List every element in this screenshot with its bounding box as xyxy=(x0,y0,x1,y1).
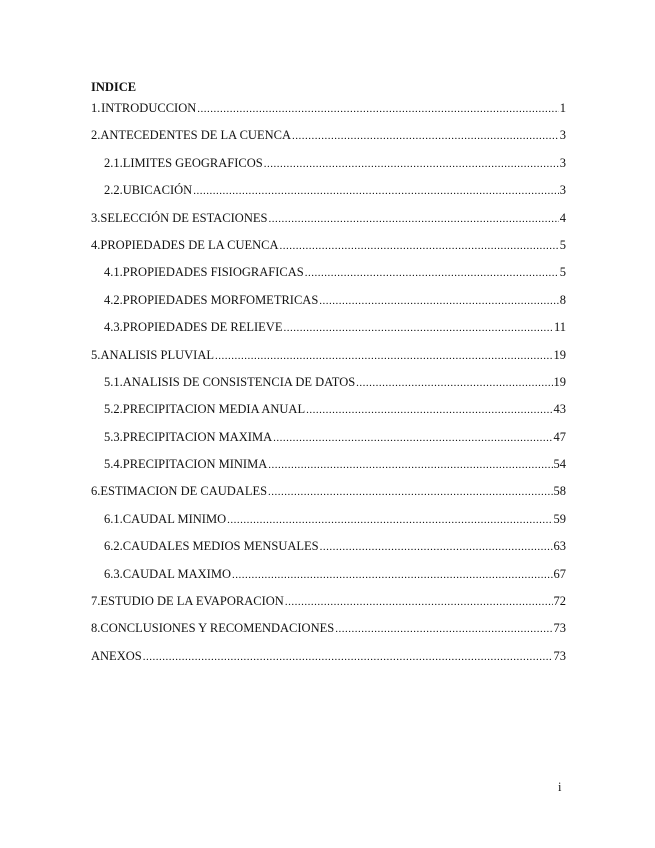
toc-entry[interactable] xyxy=(91,484,566,511)
table-of-contents xyxy=(91,101,566,676)
toc-entry-page: 4 xyxy=(559,210,566,225)
toc-entry-number: 6.3. xyxy=(104,566,123,581)
toc-entry[interactable] xyxy=(91,402,566,429)
toc-entry-page: 73 xyxy=(553,648,566,663)
toc-dot-leader xyxy=(232,569,553,581)
toc-dot-leader xyxy=(335,623,552,635)
toc-entry[interactable] xyxy=(91,375,566,402)
toc-dot-leader xyxy=(227,514,552,526)
toc-entry-number: 5.1. xyxy=(104,374,123,389)
toc-entry-page: 47 xyxy=(553,429,566,444)
toc-entry-label: CAUDALES MEDIOS MENSUALES xyxy=(122,539,319,554)
toc-entry-page: 3 xyxy=(559,183,566,198)
toc-dot-leader xyxy=(273,432,552,444)
toc-entry-number: 6.2. xyxy=(104,539,123,554)
toc-dot-leader xyxy=(356,377,552,389)
toc-entry-label: ESTIMACION DE CAUDALES xyxy=(100,484,268,499)
toc-entry[interactable] xyxy=(91,457,566,484)
toc-entry-page: 5 xyxy=(559,265,566,280)
toc-entry-label: PRECIPITACION MINIMA xyxy=(122,457,268,472)
toc-entry-page: 11 xyxy=(553,320,566,335)
toc-entry[interactable] xyxy=(91,101,566,128)
toc-entry[interactable] xyxy=(91,211,566,238)
toc-entry-number: 2.2. xyxy=(104,183,123,198)
toc-entry-number: 2. xyxy=(91,128,101,143)
toc-entry-number: 4.2. xyxy=(104,292,123,307)
toc-entry-label: ANEXOS xyxy=(91,648,142,663)
toc-entry[interactable] xyxy=(91,594,566,621)
toc-entry-number: 5. xyxy=(91,347,101,362)
toc-entry-number: 7. xyxy=(91,594,101,609)
toc-entry-label: UBICACIÓN xyxy=(122,183,193,198)
toc-entry-page: 3 xyxy=(559,128,566,143)
toc-entry-number: 1. xyxy=(91,101,101,115)
toc-dot-leader xyxy=(193,185,559,197)
toc-entry-number: 5.3. xyxy=(104,429,123,444)
toc-entry-page: 5 xyxy=(559,237,566,252)
toc-entry[interactable] xyxy=(91,320,566,347)
toc-dot-leader xyxy=(280,240,559,252)
toc-entry-number: 2.1. xyxy=(104,155,123,170)
toc-entry[interactable] xyxy=(91,128,566,155)
toc-entry-page: 19 xyxy=(553,347,566,362)
toc-dot-leader xyxy=(320,541,553,553)
toc-entry-page: 72 xyxy=(553,594,566,609)
toc-dot-leader xyxy=(197,103,559,115)
toc-entry-page: 8 xyxy=(559,292,566,307)
toc-entry-label: ANTECEDENTES DE LA CUENCA xyxy=(100,128,291,143)
toc-entry-page: 3 xyxy=(559,155,566,170)
index-title: INDICE xyxy=(91,80,137,94)
toc-dot-leader xyxy=(143,651,553,663)
toc-entry-number: 4.1. xyxy=(104,265,123,280)
toc-dot-leader xyxy=(264,158,559,170)
toc-entry-label: PROPIEDADES MORFOMETRICAS xyxy=(122,292,319,307)
toc-entry[interactable] xyxy=(91,238,566,265)
toc-entry[interactable] xyxy=(91,265,566,292)
page-number-footer: i xyxy=(558,780,562,794)
toc-entry-label: PRECIPITACION MAXIMA xyxy=(122,429,273,444)
toc-entry-number: 8. xyxy=(91,621,101,636)
toc-entry[interactable] xyxy=(91,430,566,457)
toc-entry-page: 54 xyxy=(553,457,566,472)
toc-entry-label: LIMITES GEOGRAFICOS xyxy=(122,155,263,170)
toc-entry[interactable] xyxy=(91,156,566,183)
toc-entry[interactable] xyxy=(91,621,566,648)
toc-entry[interactable] xyxy=(91,567,566,594)
toc-entry[interactable] xyxy=(91,649,566,676)
toc-entry-label: ANALISIS DE CONSISTENCIA DE DATOS xyxy=(122,374,356,389)
toc-entry-label: CAUDAL MINIMO xyxy=(122,511,227,526)
toc-dot-leader xyxy=(215,350,553,362)
toc-entry-number: 3. xyxy=(91,210,101,225)
toc-entry-label: PROPIEDADES FISIOGRAFICAS xyxy=(122,265,304,280)
toc-entry-number: 6.1. xyxy=(104,511,123,526)
toc-entry[interactable] xyxy=(91,183,566,210)
toc-entry-page: 58 xyxy=(553,484,566,499)
toc-entry[interactable] xyxy=(91,348,566,375)
toc-entry-label: ANALISIS PLUVIAL xyxy=(100,347,214,362)
toc-entry-label: CAUDAL MAXIMO xyxy=(122,566,231,581)
toc-dot-leader xyxy=(268,486,552,498)
toc-dot-leader xyxy=(305,267,559,279)
toc-dot-leader xyxy=(285,596,553,608)
toc-entry-page: 63 xyxy=(553,539,566,554)
toc-entry-page: 67 xyxy=(553,566,566,581)
toc-entry-page: 43 xyxy=(553,402,566,417)
toc-dot-leader xyxy=(268,459,552,471)
toc-entry[interactable] xyxy=(91,512,566,539)
toc-entry-number: 6. xyxy=(91,484,101,499)
toc-entry-number: 4. xyxy=(91,237,101,252)
toc-entry-page: 1 xyxy=(559,101,566,115)
toc-entry-label: ESTUDIO DE LA EVAPORACION xyxy=(100,594,284,609)
toc-entry-label: CONCLUSIONES Y RECOMENDACIONES xyxy=(100,621,335,636)
toc-dot-leader xyxy=(319,295,558,307)
toc-entry-label: PROPIEDADES DE LA CUENCA xyxy=(100,237,279,252)
toc-entry-page: 59 xyxy=(553,511,566,526)
toc-entry-number: 5.4. xyxy=(104,457,123,472)
toc-entry-label: SELECCIÓN DE ESTACIONES xyxy=(100,210,268,225)
toc-entry-page: 19 xyxy=(553,374,566,389)
toc-entry-number: 5.2. xyxy=(104,402,123,417)
toc-entry-label: PROPIEDADES DE RELIEVE xyxy=(122,320,283,335)
toc-dot-leader xyxy=(292,130,559,142)
toc-entry-page: 73 xyxy=(553,621,566,636)
toc-dot-leader xyxy=(306,404,552,416)
toc-dot-leader xyxy=(283,322,552,334)
toc-entry[interactable] xyxy=(91,293,566,320)
toc-entry-label: PRECIPITACION MEDIA ANUAL xyxy=(122,402,306,417)
toc-entry[interactable] xyxy=(91,539,566,566)
toc-dot-leader xyxy=(268,213,558,225)
toc-entry-number: 4.3. xyxy=(104,320,123,335)
toc-entry-label: INTRODUCCION xyxy=(101,101,197,115)
